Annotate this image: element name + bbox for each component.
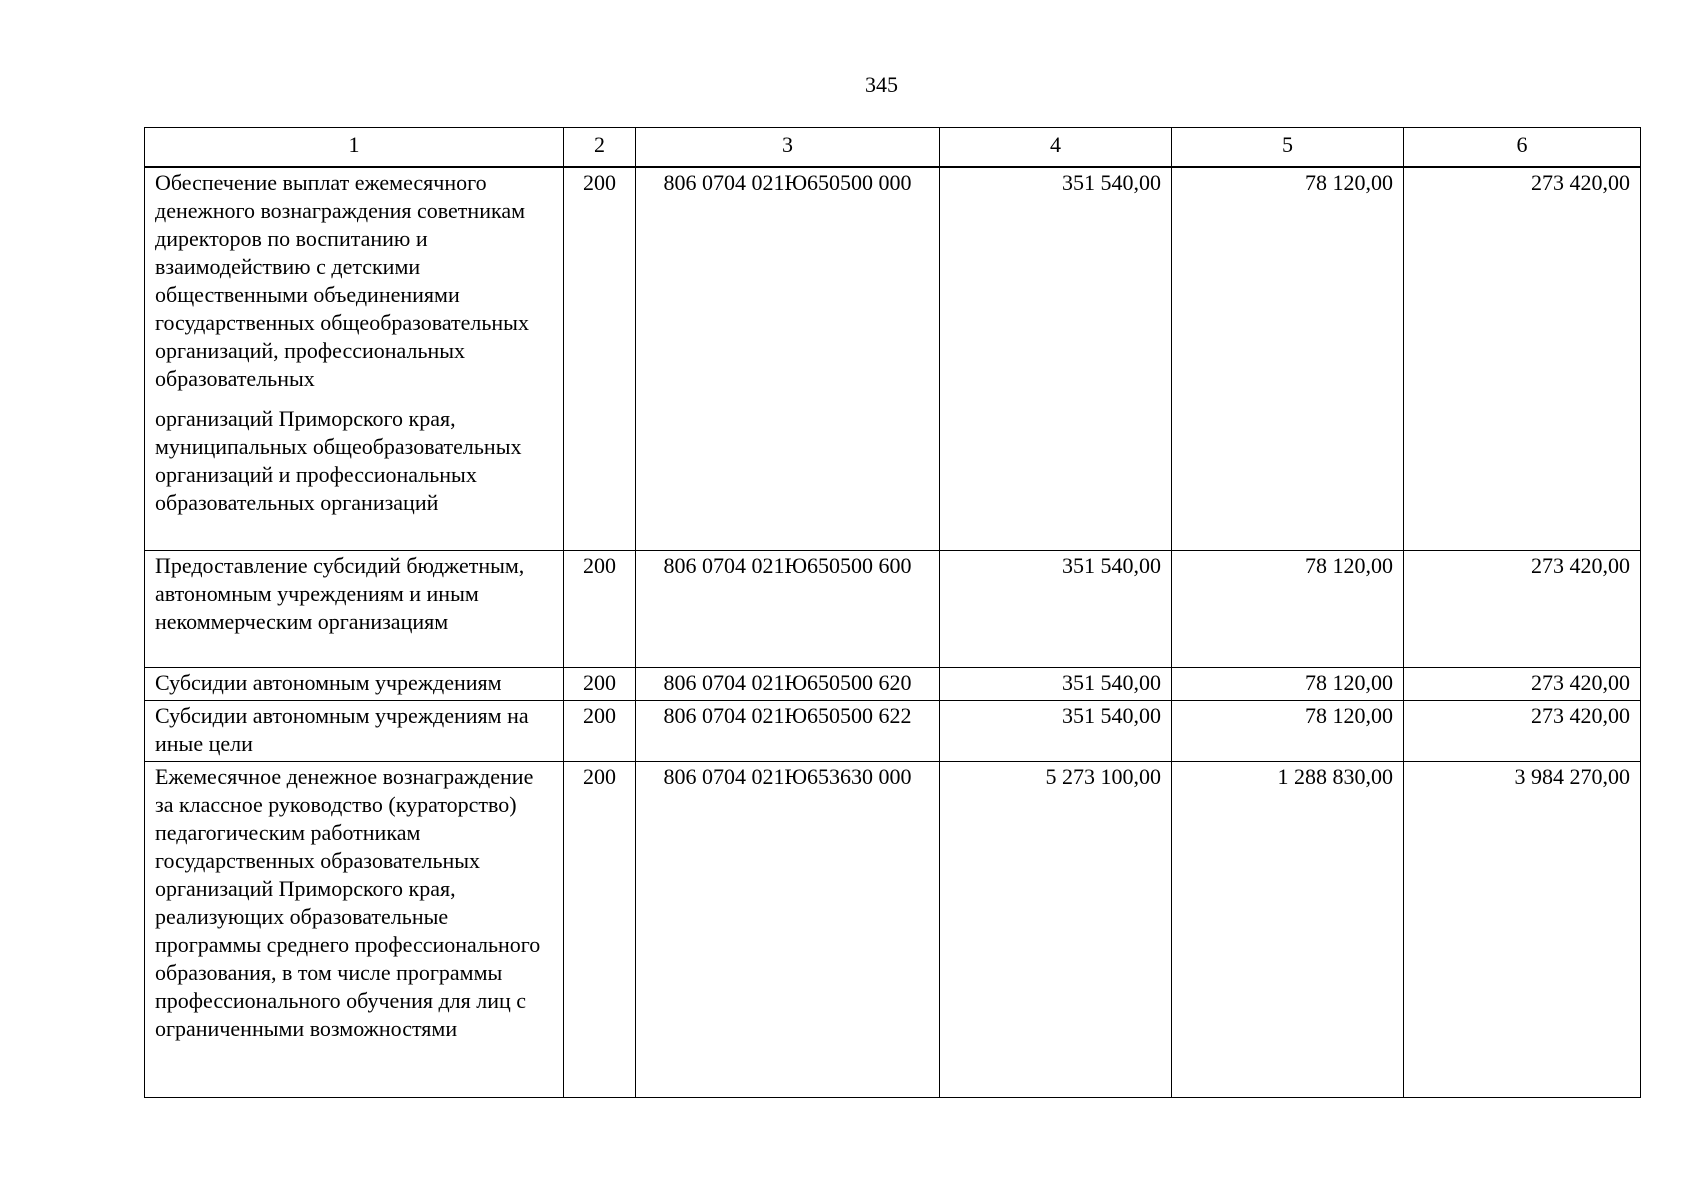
row-col5: 1 288 830,00 bbox=[1172, 761, 1404, 1097]
table-row bbox=[145, 167, 1641, 550]
row-code-main: 200 bbox=[564, 167, 636, 550]
row-code-main: 200 bbox=[564, 550, 636, 667]
row-col4: 5 273 100,00 bbox=[940, 761, 1172, 1097]
row-col5: 78 120,00 bbox=[1172, 667, 1404, 700]
description-part: организаций Приморского края, муниципальных общеобразовательных организаций и профессиональных образовательных организаций bbox=[155, 406, 522, 515]
row-col4: 351 540,00 bbox=[940, 550, 1172, 667]
row-code-main: 200 bbox=[564, 700, 636, 761]
row-code-full: 806 0704 021Ю650500 600 bbox=[636, 550, 940, 667]
row-col5: 78 120,00 bbox=[1172, 167, 1404, 550]
row-col6: 273 420,00 bbox=[1404, 700, 1641, 761]
row-description bbox=[145, 761, 564, 1097]
row-code-main: 200 bbox=[564, 667, 636, 700]
column-header: 2 bbox=[564, 128, 636, 168]
row-col6: 273 420,00 bbox=[1404, 167, 1641, 550]
row-code-full: 806 0704 021Ю650500 620 bbox=[636, 667, 940, 700]
row-col4: 351 540,00 bbox=[940, 667, 1172, 700]
row-code-full: 806 0704 021Ю650500 622 bbox=[636, 700, 940, 761]
row-col5: 78 120,00 bbox=[1172, 550, 1404, 667]
table-row bbox=[145, 761, 1641, 1097]
description-part: Обеспечение выплат ежемесячного денежного вознаграждения советникам директоров по воспитанию и взаимодействию с детскими общественными объединениями государственных общеобразовательных организаций, профессиональных образовательных bbox=[155, 170, 529, 391]
row-description bbox=[145, 700, 564, 761]
table-row bbox=[145, 667, 1641, 700]
row-col4: 351 540,00 bbox=[940, 167, 1172, 550]
description-part: Субсидии автономным учреждениям на иные цели bbox=[155, 702, 529, 756]
row-col6: 273 420,00 bbox=[1404, 667, 1641, 700]
column-header: 4 bbox=[940, 128, 1172, 168]
row-col6: 3 984 270,00 bbox=[1404, 761, 1641, 1097]
budget-table bbox=[144, 127, 1641, 1098]
row-code-full: 806 0704 021Ю650500 000 bbox=[636, 167, 940, 550]
page-number: 345 bbox=[865, 72, 898, 97]
column-header: 1 bbox=[145, 128, 564, 168]
row-code-full: 806 0704 021Ю653630 000 bbox=[636, 761, 940, 1097]
row-description bbox=[145, 667, 564, 700]
row-col4: 351 540,00 bbox=[940, 700, 1172, 761]
row-description bbox=[145, 550, 564, 667]
column-header: 6 bbox=[1404, 128, 1641, 168]
row-col6: 273 420,00 bbox=[1404, 550, 1641, 667]
description-part: Предоставление субсидий бюджетным, автономным учреждениям и иным некоммерческим организациям bbox=[155, 552, 525, 634]
table-header-row bbox=[145, 128, 1641, 168]
column-header: 3 bbox=[636, 128, 940, 168]
description-part: Субсидии автономным учреждениям bbox=[155, 669, 502, 695]
table-row bbox=[145, 550, 1641, 667]
column-header: 5 bbox=[1172, 128, 1404, 168]
row-code-main: 200 bbox=[564, 761, 636, 1097]
row-col5: 78 120,00 bbox=[1172, 700, 1404, 761]
description-part: Ежемесячное денежное вознаграждение за классное руководство (кураторство) педагогическим работникам государственных образовательных организаций Приморского края, реализующих образовательные программы среднего профессионального образования, в том числе программы профессионального обучения для лиц с ограниченными возможностями bbox=[155, 763, 541, 1041]
row-description bbox=[145, 167, 564, 550]
table-row bbox=[145, 700, 1641, 761]
